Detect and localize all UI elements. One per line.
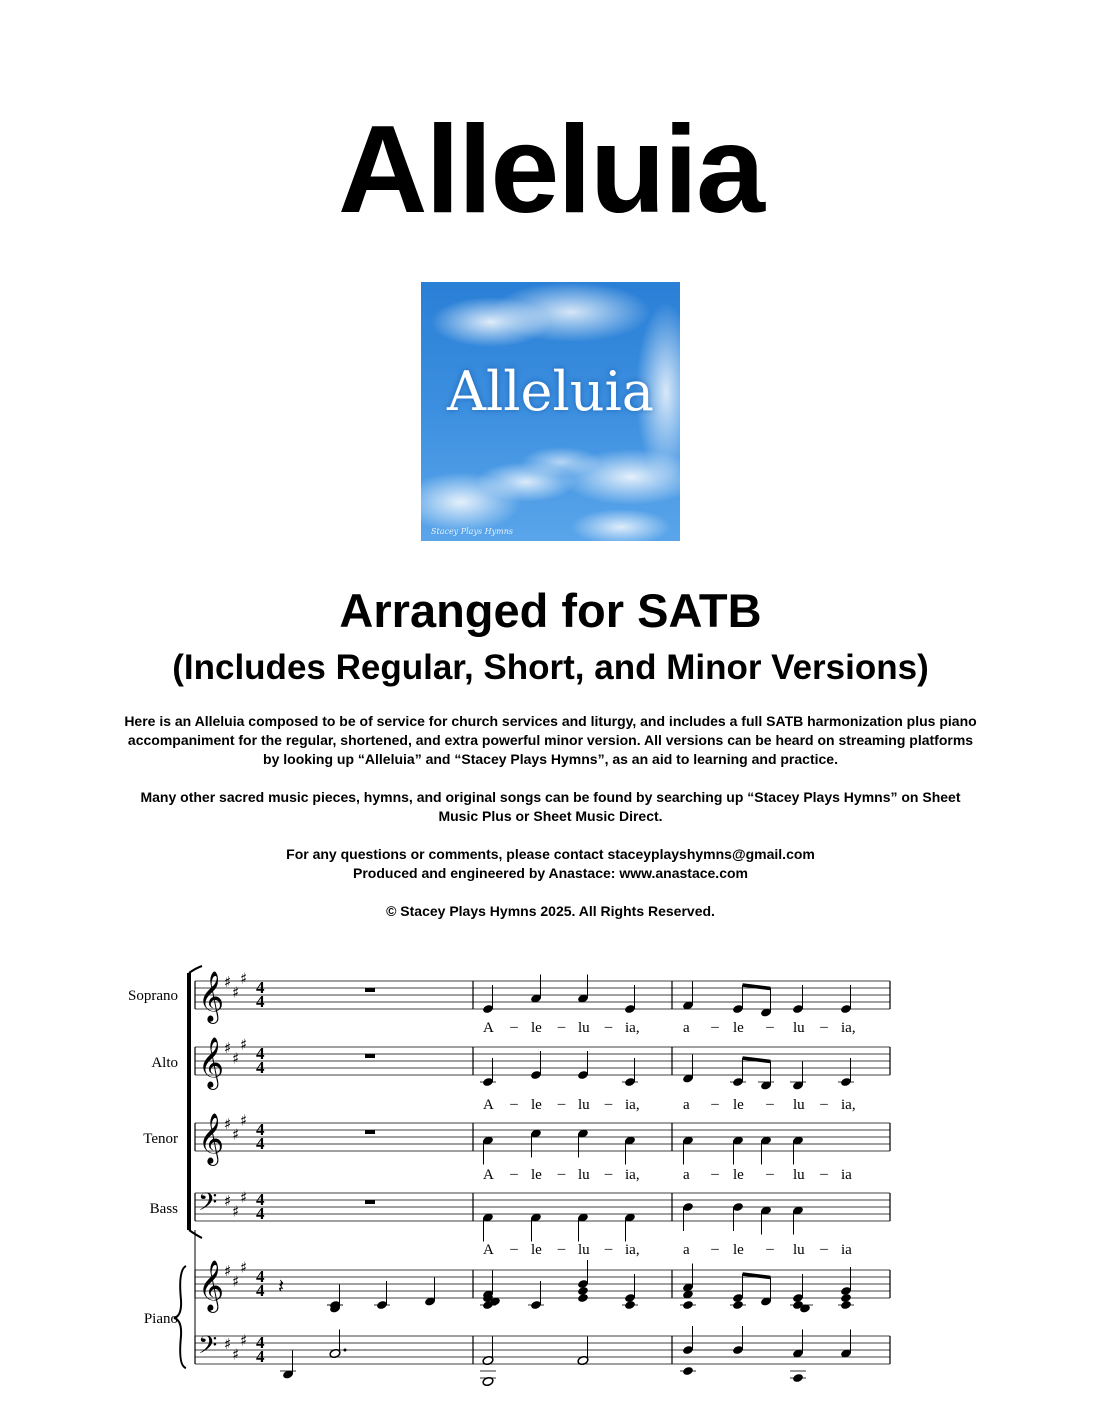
notehead	[792, 1373, 804, 1383]
sharp-icon: ♯	[240, 1111, 248, 1130]
treble-clef-icon: 𝄞	[198, 1037, 225, 1088]
production-line: Produced and engineered by Anastace: www.anastace.com	[353, 865, 748, 881]
lyric-hyphen: –	[711, 1241, 719, 1257]
lyric-syllable: lu	[578, 1097, 590, 1113]
page-title: Alleluia	[337, 101, 764, 239]
treble-clef-icon: 𝄞	[198, 1260, 225, 1311]
lyric-syllable: ia,	[625, 1020, 640, 1036]
sharp-icon: ♯	[224, 1039, 232, 1057]
lyric-hyphen: –	[510, 1019, 518, 1035]
time-signature: 4	[256, 1204, 265, 1223]
time-signature: 4	[256, 992, 265, 1011]
lyric-syllable: ia,	[841, 1020, 856, 1036]
lyric-hyphen: –	[557, 1166, 566, 1182]
lyric-hyphen: –	[820, 1241, 828, 1257]
whole-rest	[365, 988, 375, 992]
lyric-hyphen: –	[711, 1019, 719, 1035]
time-signature: 4	[256, 1333, 265, 1352]
lyric-hyphen: –	[557, 1241, 566, 1257]
part-label-alto: Alto	[151, 1055, 178, 1071]
sharp-icon: ♯	[240, 1035, 248, 1054]
sharp-icon: ♯	[232, 1202, 240, 1221]
treble-clef-icon: 𝄞	[198, 971, 225, 1022]
dot	[344, 1349, 347, 1352]
lyric-syllable: A	[483, 1020, 494, 1036]
sharp-icon: ♯	[240, 1258, 248, 1277]
whole-rest	[365, 1130, 375, 1134]
quarter-rest-icon: 𝄽	[278, 1274, 285, 1298]
lyric-syllable: ia,	[625, 1242, 640, 1258]
lyric-hyphen: –	[510, 1241, 518, 1257]
contact-line: For any questions or comments, please contact staceyplayshymns@gmail.com	[286, 846, 815, 862]
bass-clef-icon: 𝄢	[198, 1331, 218, 1366]
lyric-hyphen: –	[711, 1166, 719, 1182]
notehead	[682, 1300, 694, 1310]
lyric-hyphen: –	[604, 1241, 613, 1257]
time-signature: 4	[256, 1347, 265, 1366]
lyric-syllable: ia,	[841, 1097, 856, 1113]
lyric-syllable: le	[733, 1097, 744, 1113]
sharp-icon: ♯	[232, 1345, 240, 1364]
sharp-icon: ♯	[232, 1272, 240, 1291]
time-signature: 4	[256, 1281, 265, 1300]
lyric-hyphen: –	[766, 1096, 774, 1112]
lyric-hyphen: –	[557, 1019, 566, 1035]
lyric-syllable: le	[531, 1097, 542, 1113]
lyric-syllable: ia,	[625, 1167, 640, 1183]
part-label-tenor: Tenor	[143, 1131, 178, 1147]
lyric-hyphen: –	[766, 1019, 774, 1035]
lyric-syllable: lu	[793, 1167, 805, 1183]
treble-clef-icon: 𝄞	[198, 1113, 225, 1164]
time-signature: 4	[256, 1058, 265, 1077]
bass-clef-icon: 𝄢	[198, 1188, 218, 1223]
music-score	[0, 950, 1101, 1425]
lyric-syllable: le	[531, 1242, 542, 1258]
sharp-icon: ♯	[232, 1049, 240, 1068]
lyric-syllable: le	[733, 1020, 744, 1036]
time-signature: 4	[256, 1120, 265, 1139]
arrangement-heading: Arranged for SATB	[339, 584, 762, 637]
cover-signature: Stacey Plays Hymns	[431, 527, 513, 536]
lyric-syllable: a	[683, 1167, 690, 1183]
part-label-soprano: Soprano	[128, 988, 178, 1004]
sharp-icon: ♯	[240, 969, 248, 988]
lyric-syllable: a	[683, 1020, 690, 1036]
sharp-icon: ♯	[224, 1115, 232, 1133]
lyric-syllable: A	[483, 1167, 494, 1183]
time-signature: 4	[256, 1044, 265, 1063]
lyric-hyphen: –	[510, 1096, 518, 1112]
lyric-syllable: lu	[578, 1167, 590, 1183]
lyric-hyphen: –	[820, 1096, 828, 1112]
lyric-syllable: lu	[793, 1097, 805, 1113]
time-signature: 4	[256, 1190, 265, 1209]
lyric-syllable: ia,	[625, 1097, 640, 1113]
sharp-icon: ♯	[240, 1331, 248, 1350]
whole-rest	[365, 1054, 375, 1058]
copyright-line: © Stacey Plays Hymns 2025. All Rights Reserved.	[386, 903, 715, 919]
whole-rest	[365, 1200, 375, 1204]
sharp-icon: ♯	[232, 1125, 240, 1144]
lyric-syllable: A	[483, 1242, 494, 1258]
lyric-hyphen: –	[766, 1241, 774, 1257]
sharp-icon: ♯	[224, 1335, 232, 1353]
lyric-hyphen: –	[510, 1166, 518, 1182]
time-signature: 4	[256, 1267, 265, 1286]
versions-subheading: (Includes Regular, Short, and Minor Versions)	[172, 648, 929, 687]
sharp-icon: ♯	[224, 973, 232, 991]
lyric-hyphen: –	[820, 1019, 828, 1035]
lyric-syllable: a	[683, 1242, 690, 1258]
time-signature: 4	[256, 1134, 265, 1153]
lyric-syllable: lu	[793, 1020, 805, 1036]
lyric-syllable: a	[683, 1097, 690, 1113]
sharp-icon: ♯	[224, 1192, 232, 1210]
search-paragraph: Many other sacred music pieces, hymns, and original songs can be found by searching up “Stacey Plays Hymns” on Sheet Music Plus or Sheet Music Direct.	[140, 789, 961, 824]
lyric-hyphen: –	[557, 1096, 566, 1112]
description-paragraph: Here is an Alleluia composed to be of service for church services and liturgy, and includes a full SATB harmonization plus piano accompaniment for the regular, shortened, and extra powerful minor version. All versions can be heard on streaming platforms by looking up “Alleluia” and “Stacey Plays Hymns”, as an aid to learning and practice.	[124, 713, 977, 767]
lyric-syllable: le	[531, 1167, 542, 1183]
sharp-icon: ♯	[224, 1262, 232, 1280]
cover-image	[421, 282, 680, 541]
part-label-piano: Piano	[143, 1311, 178, 1327]
lyric-hyphen: –	[604, 1019, 613, 1035]
sharp-icon: ♯	[232, 983, 240, 1002]
lyric-syllable: lu	[793, 1242, 805, 1258]
lyric-syllable: le	[733, 1242, 744, 1258]
lyric-hyphen: –	[820, 1166, 828, 1182]
lyric-syllable: le	[733, 1167, 744, 1183]
lyric-syllable: le	[531, 1020, 542, 1036]
lyric-hyphen: –	[604, 1166, 613, 1182]
notehead	[682, 1366, 694, 1376]
lyric-syllable: lu	[578, 1242, 590, 1258]
lyric-hyphen: –	[604, 1096, 613, 1112]
lyric-syllable: ia	[841, 1167, 852, 1183]
lyric-hyphen: –	[766, 1166, 774, 1182]
sharp-icon: ♯	[240, 1188, 248, 1207]
lyric-syllable: A	[483, 1097, 494, 1113]
lyric-hyphen: –	[711, 1096, 719, 1112]
lyric-syllable: lu	[578, 1020, 590, 1036]
time-signature: 4	[256, 978, 265, 997]
lyric-syllable: ia	[841, 1242, 852, 1258]
part-label-bass: Bass	[149, 1201, 178, 1217]
cover-title: Alleluia	[446, 360, 654, 423]
